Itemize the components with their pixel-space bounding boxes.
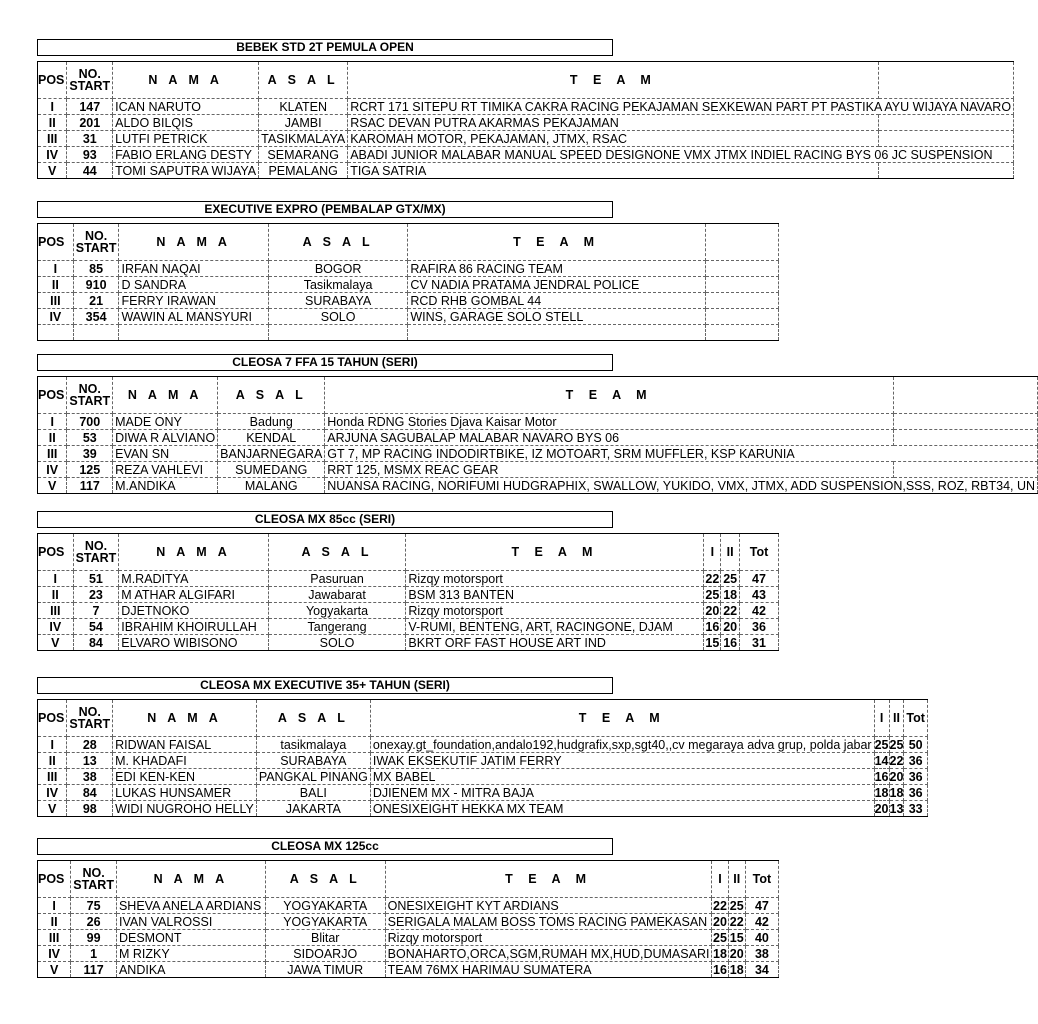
team-cell: Rizqy motorsport — [385, 930, 712, 946]
origin-cell: BALI — [256, 785, 370, 801]
race1-points-cell: 20 — [713, 914, 727, 929]
position-cell: I — [38, 99, 67, 115]
results-table — [37, 860, 779, 978]
asal-header: A S A L — [218, 377, 325, 414]
team-header: T E A M — [406, 534, 704, 571]
race1-points-cell: 16 — [874, 769, 889, 784]
position-cell: II — [38, 115, 67, 131]
start-number-cell: 354 — [73, 309, 119, 325]
total-points-cell: 31 — [740, 635, 779, 651]
team-cell: Rizqy motorsport — [406, 571, 704, 587]
team-cell: DJIENEM MX - MITRA BAJA — [370, 785, 874, 801]
position-cell: I — [38, 414, 67, 430]
nama-header: N A M A — [113, 700, 257, 737]
race1-header: I — [712, 861, 728, 898]
race2-points-cell: 15 — [729, 930, 744, 945]
start-number-cell: 75 — [71, 898, 117, 914]
team-header: T E A M — [408, 224, 705, 261]
table-row — [38, 147, 1014, 163]
table-row — [38, 261, 779, 277]
total-points-cell: 40 — [745, 930, 778, 946]
team-cell: Honda RDNG Stories Djava Kaisar Motor — [325, 414, 894, 430]
no-start-header: NO. START — [73, 534, 119, 571]
total-points-cell: 34 — [745, 962, 778, 978]
team-cell: BKRT ORF FAST HOUSE ART IND — [406, 635, 704, 651]
nama-header: N A M A — [116, 861, 265, 898]
origin-cell: SOLO — [268, 635, 406, 651]
asal-header: A S A L — [268, 224, 407, 261]
total-points-cell: 47 — [745, 898, 778, 914]
empty-cell — [705, 325, 778, 341]
section-title: BEBEK STD 2T PEMULA OPEN — [37, 39, 613, 56]
race1-points-cell: 16 — [713, 962, 727, 977]
origin-cell: tasikmalaya — [256, 737, 370, 753]
nama-header: N A M A — [113, 62, 259, 99]
position-cell: V — [38, 635, 74, 651]
position-cell: I — [38, 571, 74, 587]
race2-points-cell: 20 — [889, 769, 904, 784]
origin-cell: Tasikmalaya — [268, 277, 407, 293]
position-cell: III — [38, 603, 74, 619]
position-cell: IV — [38, 309, 74, 325]
race2-points-cell: 25 — [889, 737, 904, 752]
rider-name-cell: REZA VAHLEVI — [113, 462, 218, 478]
race1-points-cell: 25 — [874, 737, 889, 752]
race2-header: II — [728, 861, 745, 898]
rider-name-cell: D SANDRA — [119, 277, 268, 293]
table-header-row — [38, 700, 928, 737]
total-points-cell: 42 — [740, 603, 779, 619]
table-row — [38, 115, 1014, 131]
position-cell: II — [38, 277, 74, 293]
table-row — [38, 293, 779, 309]
position-cell: III — [38, 930, 71, 946]
position-cell: I — [38, 898, 71, 914]
section-title: EXECUTIVE EXPRO (PEMBALAP GTX/MX) — [37, 201, 613, 218]
table-header-row — [38, 62, 1014, 99]
race2-points-cell: 25 — [729, 898, 744, 913]
team-cell: BONAHARTO,ORCA,SGM,RUMAH MX,HUD,DUMASARI — [385, 946, 712, 962]
empty-cell — [73, 325, 119, 341]
position-cell: II — [38, 914, 71, 930]
table-row — [38, 946, 779, 962]
start-number-cell: 53 — [67, 430, 113, 446]
race1-points-cell: 16 — [705, 619, 720, 634]
table-row — [38, 753, 928, 769]
empty-cell — [38, 325, 74, 341]
race1-points-cell: 15 — [705, 635, 720, 650]
section-title: CLEOSA MX EXECUTIVE 35+ TAHUN (SERI) — [37, 677, 613, 694]
rider-name-cell: FABIO ERLANG DESTY — [113, 147, 259, 163]
start-number-cell: 28 — [67, 737, 113, 753]
asal-header: A S A L — [265, 861, 385, 898]
empty-cell — [893, 430, 1037, 446]
section-title: CLEOSA MX 125cc — [37, 838, 613, 855]
team-cell: KAROMAH MOTOR, PEKAJAMAN, JTMX, RSAC — [348, 131, 879, 147]
team-cell: ONESIXEIGHT KYT ARDIANS — [385, 898, 712, 914]
total-points-cell: 43 — [740, 587, 779, 603]
race1-header: I — [874, 700, 889, 737]
empty-cell — [893, 414, 1037, 430]
table-row — [38, 587, 779, 603]
start-number-cell: 1 — [71, 946, 117, 962]
race2-points-cell: 18 — [721, 587, 740, 603]
start-number-cell: 21 — [73, 293, 119, 309]
start-number-cell: 51 — [73, 571, 119, 587]
team-header: T E A M — [385, 861, 712, 898]
start-number-cell: 201 — [67, 115, 113, 131]
race2-header: II — [721, 534, 740, 571]
position-cell: II — [38, 430, 67, 446]
empty-cell — [705, 224, 778, 261]
origin-cell: JAWA TIMUR — [265, 962, 385, 978]
origin-cell: SURABAYA — [256, 753, 370, 769]
start-number-cell: 147 — [67, 99, 113, 115]
start-number-cell: 13 — [67, 753, 113, 769]
origin-cell: PEMALANG — [259, 163, 348, 179]
nama-header: N A M A — [119, 224, 268, 261]
team-cell: SERIGALA MALAM BOSS TOMS RACING PAMEKASAN — [385, 914, 712, 930]
position-cell: II — [38, 587, 74, 603]
asal-header: A S A L — [256, 700, 370, 737]
empty-cell — [705, 261, 778, 277]
start-number-cell: 99 — [71, 930, 117, 946]
team-cell: CV NADIA PRATAMA JENDRAL POLICE — [408, 277, 705, 293]
rider-name-cell: WAWIN AL MANSYURI — [119, 309, 268, 325]
no-start-header: NO. START — [67, 377, 113, 414]
origin-cell: JAMBI — [259, 115, 348, 131]
team-cell: NUANSA RACING, NORIFUMI HUDGRAPHIX, SWALLOW, YUKIDO, VMX, JTMX, ADD SUSPENSION,SSS, ROZ, RBT34, UN — [325, 478, 1038, 494]
origin-cell: Badung — [218, 414, 325, 430]
total-points-cell: 42 — [745, 914, 778, 930]
team-cell: TEAM 76MX HARIMAU SUMATERA — [385, 962, 712, 978]
position-cell: V — [38, 163, 67, 179]
team-cell: Rizqy motorsport — [406, 603, 704, 619]
origin-cell: MALANG — [218, 478, 325, 494]
rider-name-cell: DJETNOKO — [119, 603, 268, 619]
rider-name-cell: IRFAN NAQAI — [119, 261, 268, 277]
results-table — [37, 533, 779, 651]
start-number-cell: 125 — [67, 462, 113, 478]
rider-name-cell: ANDIKA — [116, 962, 265, 978]
race2-points-cell: 18 — [729, 962, 744, 977]
table-row — [38, 898, 779, 914]
race1-points-cell: 20 — [874, 801, 889, 816]
results-table — [37, 376, 1038, 494]
race2-points-cell: 22 — [889, 753, 904, 768]
origin-cell: TASIKMALAYA — [259, 131, 348, 147]
results-table — [37, 61, 1014, 179]
rider-name-cell: IVAN VALROSSI — [116, 914, 265, 930]
start-number-cell: 7 — [73, 603, 119, 619]
start-number-cell: 39 — [67, 446, 113, 462]
team-header: T E A M — [370, 700, 874, 737]
total-points-cell: 38 — [745, 946, 778, 962]
rider-name-cell: WIDI NUGROHO HELLY — [113, 801, 257, 817]
table-header-row — [38, 534, 779, 571]
pos-header: POS — [38, 534, 74, 571]
start-number-cell: 54 — [73, 619, 119, 635]
team-cell: RCRT 171 SITEPU RT TIMIKA CAKRA RACING PEKAJAMAN SEXKEWAN PART PT PASTIKA AYU WIJAYA NAVARO — [348, 99, 1014, 115]
start-number-cell: 26 — [71, 914, 117, 930]
pos-header: POS — [38, 377, 67, 414]
empty-cell — [705, 309, 778, 325]
table-row — [38, 277, 779, 293]
rider-name-cell: RIDWAN FAISAL — [113, 737, 257, 753]
position-cell: V — [38, 962, 71, 978]
origin-cell: Blitar — [265, 930, 385, 946]
team-header: T E A M — [348, 62, 879, 99]
empty-cell — [879, 131, 1014, 147]
table-header-row — [38, 377, 1038, 414]
rider-name-cell: DESMONT — [116, 930, 265, 946]
race1-points-cell: 14 — [874, 753, 889, 768]
total-header: Tot — [904, 700, 928, 737]
empty-cell — [705, 293, 778, 309]
race2-points-cell: 22 — [729, 914, 744, 929]
start-number-cell: 700 — [67, 414, 113, 430]
race1-points-cell: 22 — [705, 571, 720, 586]
table-row — [38, 737, 928, 753]
position-cell: IV — [38, 462, 67, 478]
no-start-header: NO. START — [67, 700, 113, 737]
origin-cell: PANGKAL PINANG — [256, 769, 370, 785]
table-row — [38, 571, 779, 587]
team-cell: GT 7, MP RACING INDODIRTBIKE, IZ MOTOART, SRM MUFFLER, KSP KARUNIA — [325, 446, 1038, 462]
race2-points-cell: 16 — [721, 635, 740, 651]
race1-points-cell: 25 — [705, 587, 720, 602]
team-cell: RSAC DEVAN PUTRA AKARMAS PEKAJAMAN — [348, 115, 879, 131]
table-row — [38, 131, 1014, 147]
table-row — [38, 962, 779, 978]
position-cell: V — [38, 478, 67, 494]
origin-cell: SIDOARJO — [265, 946, 385, 962]
rider-name-cell: IBRAHIM KHOIRULLAH — [119, 619, 268, 635]
team-cell: V-RUMI, BENTENG, ART, RACINGONE, DJAM — [406, 619, 704, 635]
total-points-cell: 36 — [904, 753, 928, 769]
pos-header: POS — [38, 224, 74, 261]
asal-header: A S A L — [259, 62, 348, 99]
race2-points-cell: 13 — [889, 801, 904, 816]
table-row — [38, 619, 779, 635]
rider-name-cell: M. KHADAFI — [113, 753, 257, 769]
team-cell: RRT 125, MSMX REAC GEAR — [325, 462, 894, 478]
start-number-cell: 84 — [67, 785, 113, 801]
asal-header: A S A L — [268, 534, 406, 571]
rider-name-cell: FERRY IRAWAN — [119, 293, 268, 309]
section-title: CLEOSA 7 FFA 15 TAHUN (SERI) — [37, 354, 613, 371]
origin-cell: BANJARNEGARA — [218, 446, 325, 462]
start-number-cell: 117 — [67, 478, 113, 494]
rider-name-cell: ELVARO WIBISONO — [119, 635, 268, 651]
table-header-row — [38, 861, 779, 898]
empty-cell — [705, 277, 778, 293]
table-header-row — [38, 224, 779, 261]
start-number-cell: 910 — [73, 277, 119, 293]
team-cell: onexay.gt_foundation,andalo192,hudgrafix,sxp,sgt40,,cv megaraya adva grup, polda jabar — [370, 737, 874, 753]
origin-cell: YOGYAKARTA — [265, 898, 385, 914]
origin-cell: KLATEN — [259, 99, 348, 115]
race2-header: II — [889, 700, 904, 737]
start-number-cell: 23 — [73, 587, 119, 603]
race1-points-cell: 20 — [705, 603, 720, 618]
position-cell: I — [38, 737, 67, 753]
team-cell: MX BABEL — [370, 769, 874, 785]
origin-cell: Yogyakarta — [268, 603, 406, 619]
start-number-cell: 38 — [67, 769, 113, 785]
blank-row — [38, 325, 779, 341]
origin-cell: JAKARTA — [256, 801, 370, 817]
team-cell: RCD RHB GOMBAL 44 — [408, 293, 705, 309]
position-cell: V — [38, 801, 67, 817]
table-row — [38, 801, 928, 817]
total-points-cell: 36 — [904, 769, 928, 785]
origin-cell: Tangerang — [268, 619, 406, 635]
position-cell: IV — [38, 785, 67, 801]
rider-name-cell: M.ANDIKA — [113, 478, 218, 494]
team-cell: WINS, GARAGE SOLO STELL — [408, 309, 705, 325]
rider-name-cell: M RIZKY — [116, 946, 265, 962]
position-cell: IV — [38, 946, 71, 962]
empty-cell — [408, 325, 705, 341]
pos-header: POS — [38, 62, 67, 99]
race2-points-cell: 25 — [721, 571, 740, 587]
no-start-header: NO. START — [67, 62, 113, 99]
position-cell: II — [38, 753, 67, 769]
start-number-cell: 98 — [67, 801, 113, 817]
table-row — [38, 785, 928, 801]
race1-points-cell: 18 — [713, 946, 727, 961]
team-cell: ARJUNA SAGUBALAP MALABAR NAVARO BYS 06 — [325, 430, 894, 446]
table-row — [38, 930, 779, 946]
table-row — [38, 478, 1038, 494]
team-cell: RAFIRA 86 RACING TEAM — [408, 261, 705, 277]
origin-cell: SURABAYA — [268, 293, 407, 309]
race1-points-cell: 25 — [713, 930, 727, 945]
position-cell: IV — [38, 619, 74, 635]
table-row — [38, 769, 928, 785]
origin-cell: SOLO — [268, 309, 407, 325]
origin-cell: KENDAL — [218, 430, 325, 446]
total-points-cell: 47 — [740, 571, 779, 587]
team-cell: BSM 313 BANTEN — [406, 587, 704, 603]
table-row — [38, 462, 1038, 478]
empty-cell — [893, 377, 1037, 414]
race2-points-cell: 20 — [729, 946, 744, 961]
results-table — [37, 223, 779, 341]
position-cell: III — [38, 293, 74, 309]
results-table — [37, 699, 928, 817]
empty-cell — [879, 163, 1014, 179]
team-cell: IWAK EKSEKUTIF JATIM FERRY — [370, 753, 874, 769]
origin-cell: Jawabarat — [268, 587, 406, 603]
position-cell: III — [38, 769, 67, 785]
table-row — [38, 99, 1014, 115]
team-header: T E A M — [325, 377, 894, 414]
empty-cell — [879, 62, 1014, 99]
no-start-header: NO. START — [73, 224, 119, 261]
start-number-cell: 93 — [67, 147, 113, 163]
table-row — [38, 430, 1038, 446]
total-points-cell: 36 — [904, 785, 928, 801]
rider-name-cell: M ATHAR ALGIFARI — [119, 587, 268, 603]
total-header: Tot — [740, 534, 779, 571]
table-row — [38, 309, 779, 325]
position-cell: I — [38, 261, 74, 277]
start-number-cell: 117 — [71, 962, 117, 978]
team-cell: ABADI JUNIOR MALABAR MANUAL SPEED DESIGNONE VMX JTMX INDIEL RACING BYS 06 JC SUSPENSION — [348, 147, 1014, 163]
origin-cell: Pasuruan — [268, 571, 406, 587]
start-number-cell: 44 — [67, 163, 113, 179]
table-row — [38, 163, 1014, 179]
total-points-cell: 50 — [904, 737, 928, 753]
start-number-cell: 31 — [67, 131, 113, 147]
rider-name-cell: MADE ONY — [113, 414, 218, 430]
race1-points-cell: 22 — [713, 898, 727, 913]
rider-name-cell: SHEVA ANELA ARDIANS — [116, 898, 265, 914]
total-header: Tot — [745, 861, 778, 898]
nama-header: N A M A — [119, 534, 268, 571]
origin-cell: BOGOR — [268, 261, 407, 277]
position-cell: III — [38, 131, 67, 147]
nama-header: N A M A — [113, 377, 218, 414]
rider-name-cell: EDI KEN-KEN — [113, 769, 257, 785]
pos-header: POS — [38, 861, 71, 898]
rider-name-cell: LUTFI PETRICK — [113, 131, 259, 147]
rider-name-cell: M.RADITYA — [119, 571, 268, 587]
start-number-cell: 84 — [73, 635, 119, 651]
rider-name-cell: EVAN SN — [113, 446, 218, 462]
race1-header: I — [704, 534, 721, 571]
empty-cell — [268, 325, 407, 341]
position-cell: III — [38, 446, 67, 462]
no-start-header: NO. START — [71, 861, 117, 898]
rider-name-cell: LUKAS HUNSAMER — [113, 785, 257, 801]
table-row — [38, 635, 779, 651]
race2-points-cell: 20 — [721, 619, 740, 635]
position-cell: IV — [38, 147, 67, 163]
total-points-cell: 33 — [904, 801, 928, 817]
origin-cell: YOGYAKARTA — [265, 914, 385, 930]
start-number-cell: 85 — [73, 261, 119, 277]
table-row — [38, 603, 779, 619]
race2-points-cell: 18 — [889, 785, 904, 800]
pos-header: POS — [38, 700, 67, 737]
table-row — [38, 914, 779, 930]
total-points-cell: 36 — [740, 619, 779, 635]
section-title: CLEOSA MX 85cc (SERI) — [37, 511, 613, 528]
rider-name-cell: ALDO BILQIS — [113, 115, 259, 131]
rider-name-cell: DIWA R ALVIANO — [113, 430, 218, 446]
empty-cell — [119, 325, 268, 341]
team-cell: ONESIXEIGHT HEKKA MX TEAM — [370, 801, 874, 817]
origin-cell: SEMARANG — [259, 147, 348, 163]
race2-points-cell: 22 — [721, 603, 740, 619]
rider-name-cell: ICAN NARUTO — [113, 99, 259, 115]
empty-cell — [879, 115, 1014, 131]
origin-cell: SUMEDANG — [218, 462, 325, 478]
table-row — [38, 414, 1038, 430]
rider-name-cell: TOMI SAPUTRA WIJAYA — [113, 163, 259, 179]
team-cell: TIGA SATRIA — [348, 163, 879, 179]
empty-cell — [893, 462, 1037, 478]
table-row — [38, 446, 1038, 462]
race1-points-cell: 18 — [874, 785, 889, 800]
